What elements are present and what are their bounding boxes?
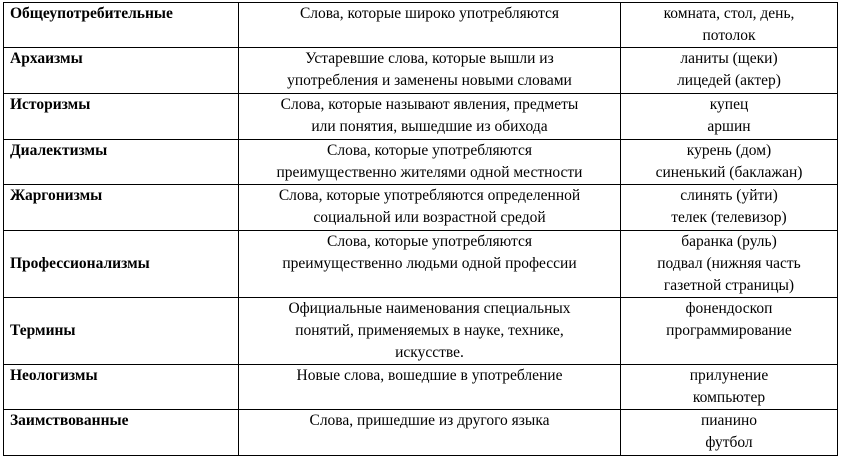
example-line: газетной страницы) [663, 277, 795, 294]
definition-cell [239, 410, 621, 456]
definition-cell [239, 298, 621, 365]
definition-line: Новые слова, вошедшие в употребление [296, 367, 563, 384]
example-line: лицедей (актер) [677, 72, 781, 89]
definition-line: или понятия, вышедшие из обихода [311, 118, 548, 135]
term-cell: Жаргонизмы [4, 185, 239, 231]
table-row [4, 185, 838, 231]
definition-line: Устаревшие слова, которые вышли из [305, 50, 554, 67]
definition-cell [239, 140, 621, 185]
examples-cell [621, 3, 838, 48]
example-line: телек (телевизор) [671, 209, 787, 226]
table-row [4, 410, 838, 456]
example-line: ланиты (щеки) [680, 50, 778, 67]
term-cell: Историзмы [4, 94, 239, 140]
definition-line: преимущественно жителями одной местности [276, 164, 583, 181]
example-line: пианино [700, 412, 758, 429]
term-cell: Заимствованные [4, 410, 239, 456]
examples-cell [621, 298, 838, 365]
examples-cell [621, 410, 838, 456]
example-line: купец [709, 96, 749, 113]
definition-line: употребления и заменены новыми словами [287, 72, 572, 89]
examples-cell [621, 94, 838, 140]
example-line: программирование [666, 322, 792, 339]
definition-cell [239, 48, 621, 94]
term-cell: Неологизмы [4, 365, 239, 410]
definition-line: Слова, которые употребляются определенной [278, 187, 581, 204]
example-line: потолок [702, 27, 756, 44]
table-row [4, 3, 838, 48]
example-line: баранка (руль) [681, 233, 777, 250]
definition-line: Слова, пришедшие из другого языка [309, 412, 550, 429]
definition-cell [239, 94, 621, 140]
example-line: компьютер [692, 389, 766, 406]
term-cell: Термины [4, 298, 239, 365]
table-body [4, 3, 838, 456]
definition-line: Слова, которые употребляются [327, 233, 532, 250]
definition-line: Слова, которые употребляются [327, 142, 532, 159]
example-line: футбол [705, 434, 753, 451]
definition-line: социальной или возрастной средой [313, 209, 546, 226]
examples-cell [621, 185, 838, 231]
term-cell: Профессионализмы [4, 231, 239, 298]
definition-line: понятий, применяемых в науке, технике, [295, 322, 564, 339]
term-cell: Архаизмы [4, 48, 239, 94]
example-line: аршин [707, 118, 751, 135]
table-row [4, 48, 838, 94]
example-line: подвал (нижняя часть [657, 255, 801, 272]
table-row [4, 231, 838, 298]
examples-cell [621, 365, 838, 410]
examples-cell [621, 231, 838, 298]
definition-cell [239, 231, 621, 298]
example-line: курень (дом) [686, 142, 772, 159]
table-row [4, 298, 838, 365]
definition-line: Слова, которые широко употребляются [299, 5, 560, 22]
term-cell: Общеупотребительные [4, 3, 239, 48]
definition-cell [239, 365, 621, 410]
example-line: фонендоскоп [685, 300, 773, 317]
example-line: синенький (баклажан) [655, 164, 803, 181]
definition-line: Слова, которые называют явления, предметы [280, 96, 579, 113]
table-row [4, 140, 838, 185]
definition-cell [239, 185, 621, 231]
term-cell: Диалектизмы [4, 140, 239, 185]
example-line: прилунение [689, 367, 769, 384]
examples-cell [621, 140, 838, 185]
table-row [4, 365, 838, 410]
definition-line: Официальные наименования специальных [288, 300, 571, 317]
definition-line: преимущественно людьми одной профессии [282, 255, 577, 272]
example-line: комната, стол, день, [663, 5, 795, 22]
examples-cell [621, 48, 838, 94]
example-line: слинять (уйти) [680, 187, 778, 204]
table-row [4, 94, 838, 140]
definition-line: искусстве. [395, 344, 464, 361]
vocabulary-table [3, 2, 838, 456]
definition-cell [239, 3, 621, 48]
